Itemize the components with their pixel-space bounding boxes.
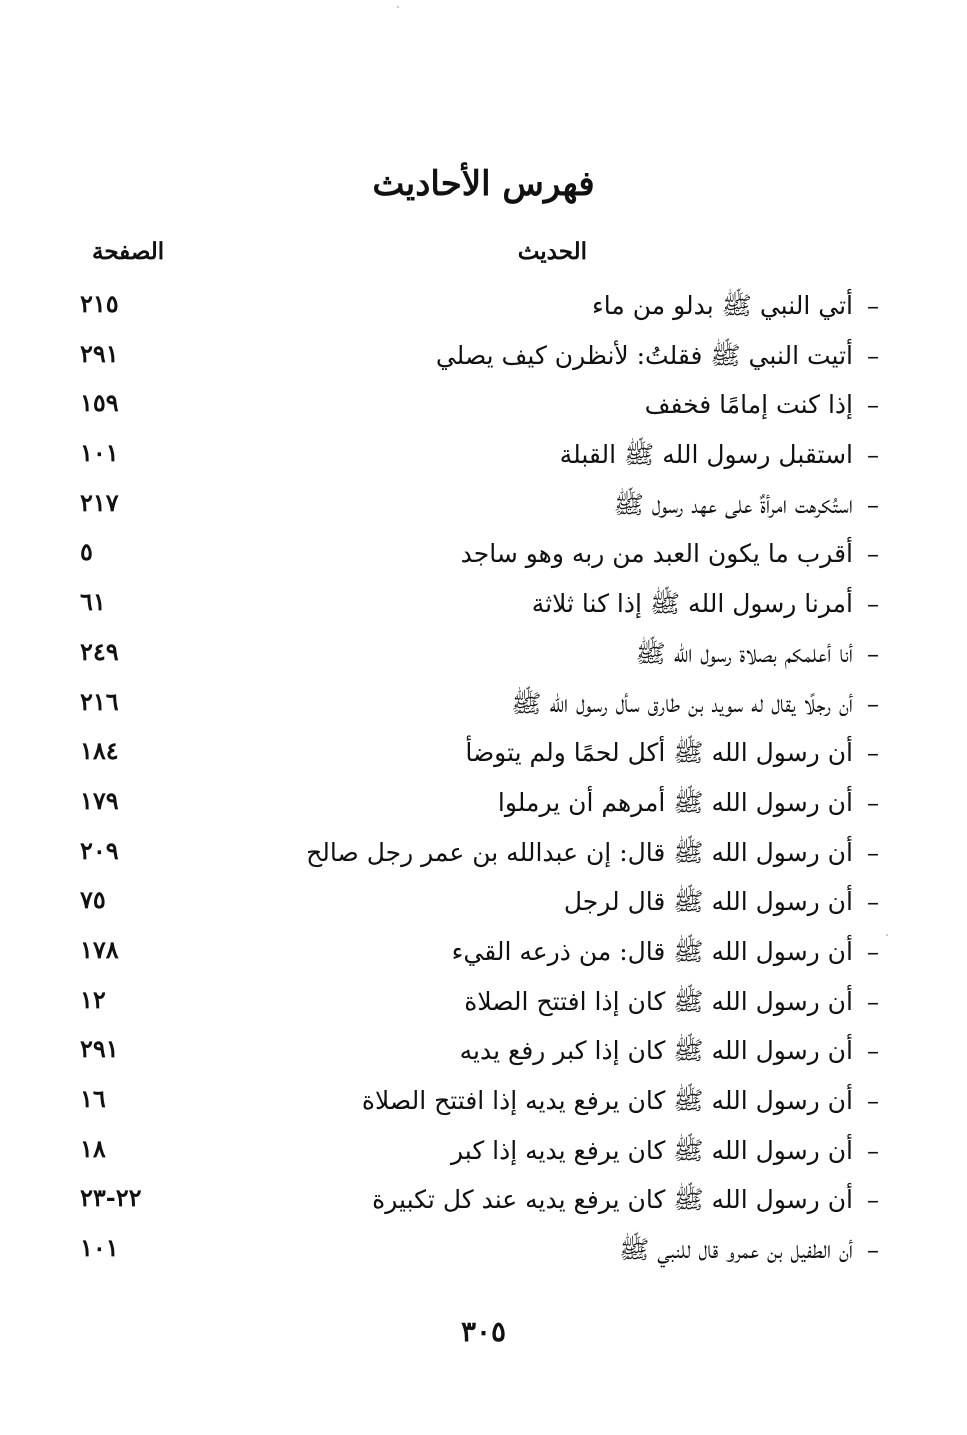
- page-reference: ١٥٩: [80, 388, 119, 418]
- entry-dash: –: [867, 1087, 879, 1115]
- entry-dash: –: [867, 292, 879, 320]
- page-reference: ١٨٤: [80, 736, 119, 766]
- hadith-text: أن رسول الله ﷺ كان يرفع يديه إذا كبر: [450, 1135, 853, 1165]
- entry-dash: –: [867, 987, 879, 1016]
- page-number: ٣٠٥: [460, 1315, 507, 1348]
- column-header-page: الصفحة: [92, 238, 165, 265]
- page-reference: ٢٢-٢٣: [80, 1183, 142, 1213]
- index-entry: [0, 331, 967, 381]
- entry-dash: –: [867, 639, 879, 668]
- page-reference: ٥: [80, 537, 93, 567]
- page-reference: ١٢: [80, 984, 106, 1014]
- scan-speck: [397, 6, 399, 8]
- hadith-text: استقبل رسول الله ﷺ القبلة: [559, 440, 853, 470]
- index-entry: [0, 430, 967, 480]
- entry-dash: –: [867, 1136, 879, 1165]
- hadith-text: أن رسول الله ﷺ كان إذا كبر رفع يديه: [459, 1036, 853, 1066]
- hadith-text: أنا أعلمكم بصلاة رسول الله ﷺ: [635, 638, 853, 668]
- hadith-text: أن رسول الله ﷺ قال لرجل: [563, 887, 853, 917]
- page-reference: ٢١٧: [80, 487, 119, 517]
- hadith-text: أن رسول الله ﷺ قال: إن عبدالله بن عمر رجل صالح: [306, 837, 853, 867]
- index-entry: [0, 1175, 967, 1225]
- index-entry: [0, 1126, 967, 1176]
- index-entry: [0, 480, 967, 530]
- index-entry: [0, 529, 967, 579]
- entry-dash: –: [867, 739, 879, 768]
- page-reference: ٢٠٩: [80, 835, 119, 865]
- page-reference: ٢٤٩: [80, 636, 119, 666]
- hadith-text: أتيت النبي ﷺ فقلتُ: لأنظرن كيف يصلي: [435, 340, 853, 370]
- hadith-text: أن رسول الله ﷺ أمرهم أن يرملوا: [497, 787, 853, 817]
- entry-dash: –: [867, 937, 879, 966]
- page-reference: ٧٥: [80, 885, 106, 915]
- entry-dash: –: [867, 1236, 879, 1265]
- hadith-text: أن رجلًا يقال له سويد بن طارق سأل رسول الله ﷺ: [511, 688, 853, 718]
- page-reference: ٢١٦: [80, 686, 119, 716]
- hadith-text: أن رسول الله ﷺ كان يرفع يديه عند كل تكبيرة: [372, 1185, 853, 1215]
- hadith-text: أن رسول الله ﷺ أكل لحمًا ولم يتوضأ: [465, 738, 853, 768]
- hadith-text: أمرنا رسول الله ﷺ إذا كنا ثلاثة: [531, 589, 853, 619]
- page-reference: ٢١٥: [80, 289, 119, 318]
- index-entry: [0, 579, 967, 629]
- index-entry: [0, 281, 967, 331]
- page-reference: ١٧٩: [80, 785, 119, 815]
- entry-dash: –: [867, 441, 879, 470]
- index-entry: [0, 380, 967, 430]
- entry-dash: –: [867, 341, 879, 370]
- entry-dash: –: [867, 1037, 879, 1066]
- entry-dash: –: [867, 490, 879, 519]
- index-entry: [0, 927, 967, 977]
- hadith-text: أن الطفيل بن عمرو قال للنبي ﷺ: [619, 1235, 853, 1265]
- index-entry: [0, 728, 967, 778]
- page-reference: ١٧٨: [80, 934, 119, 964]
- index-entry: [0, 1026, 967, 1076]
- page-reference: ٦١: [80, 587, 106, 617]
- column-header-hadith: الحديث: [517, 238, 587, 265]
- page-title: فهرس الأحاديث: [372, 163, 595, 204]
- entry-dash: –: [867, 590, 879, 619]
- hadith-text: أتي النبي ﷺ بدلو من ماء: [592, 291, 853, 320]
- index-entry: [0, 1076, 967, 1126]
- hadith-index-list: [0, 281, 967, 1275]
- index-entry: [0, 679, 967, 729]
- hadith-text: استُكرهت امرأةٌ على عهد رسول ﷺ: [613, 489, 853, 519]
- entry-dash: –: [867, 838, 879, 867]
- index-entry: [0, 778, 967, 828]
- index-entry: [0, 877, 967, 927]
- entry-dash: –: [867, 540, 879, 569]
- page-reference: ٢٩١: [80, 1034, 119, 1064]
- page-reference: ١٨: [80, 1133, 106, 1163]
- hadith-text: أن رسول الله ﷺ كان يرفع يديه إذا افتتح الصلاة: [361, 1086, 853, 1115]
- page-reference: ١٠١: [80, 438, 119, 468]
- hadith-text: إذا كنت إمامًا فخفف: [644, 390, 853, 420]
- entry-dash: –: [867, 1186, 879, 1215]
- entry-dash: –: [867, 689, 879, 718]
- hadith-text: أقرب ما يكون العبد من ربه وهو ساجد: [460, 539, 853, 569]
- index-entry: [0, 1225, 967, 1275]
- page-reference: ١٦: [80, 1084, 106, 1113]
- index-entry: [0, 629, 967, 679]
- page-reference: ١٠١: [80, 1233, 119, 1263]
- entry-dash: –: [867, 391, 879, 420]
- page-reference: ٢٩١: [80, 338, 119, 368]
- entry-dash: –: [867, 888, 879, 917]
- index-entry: [0, 977, 967, 1027]
- index-entry: [0, 828, 967, 878]
- hadith-text: أن رسول الله ﷺ قال: من ذرعه القيء: [451, 936, 853, 966]
- hadith-text: أن رسول الله ﷺ كان إذا افتتح الصلاة: [464, 986, 853, 1016]
- entry-dash: –: [867, 788, 879, 817]
